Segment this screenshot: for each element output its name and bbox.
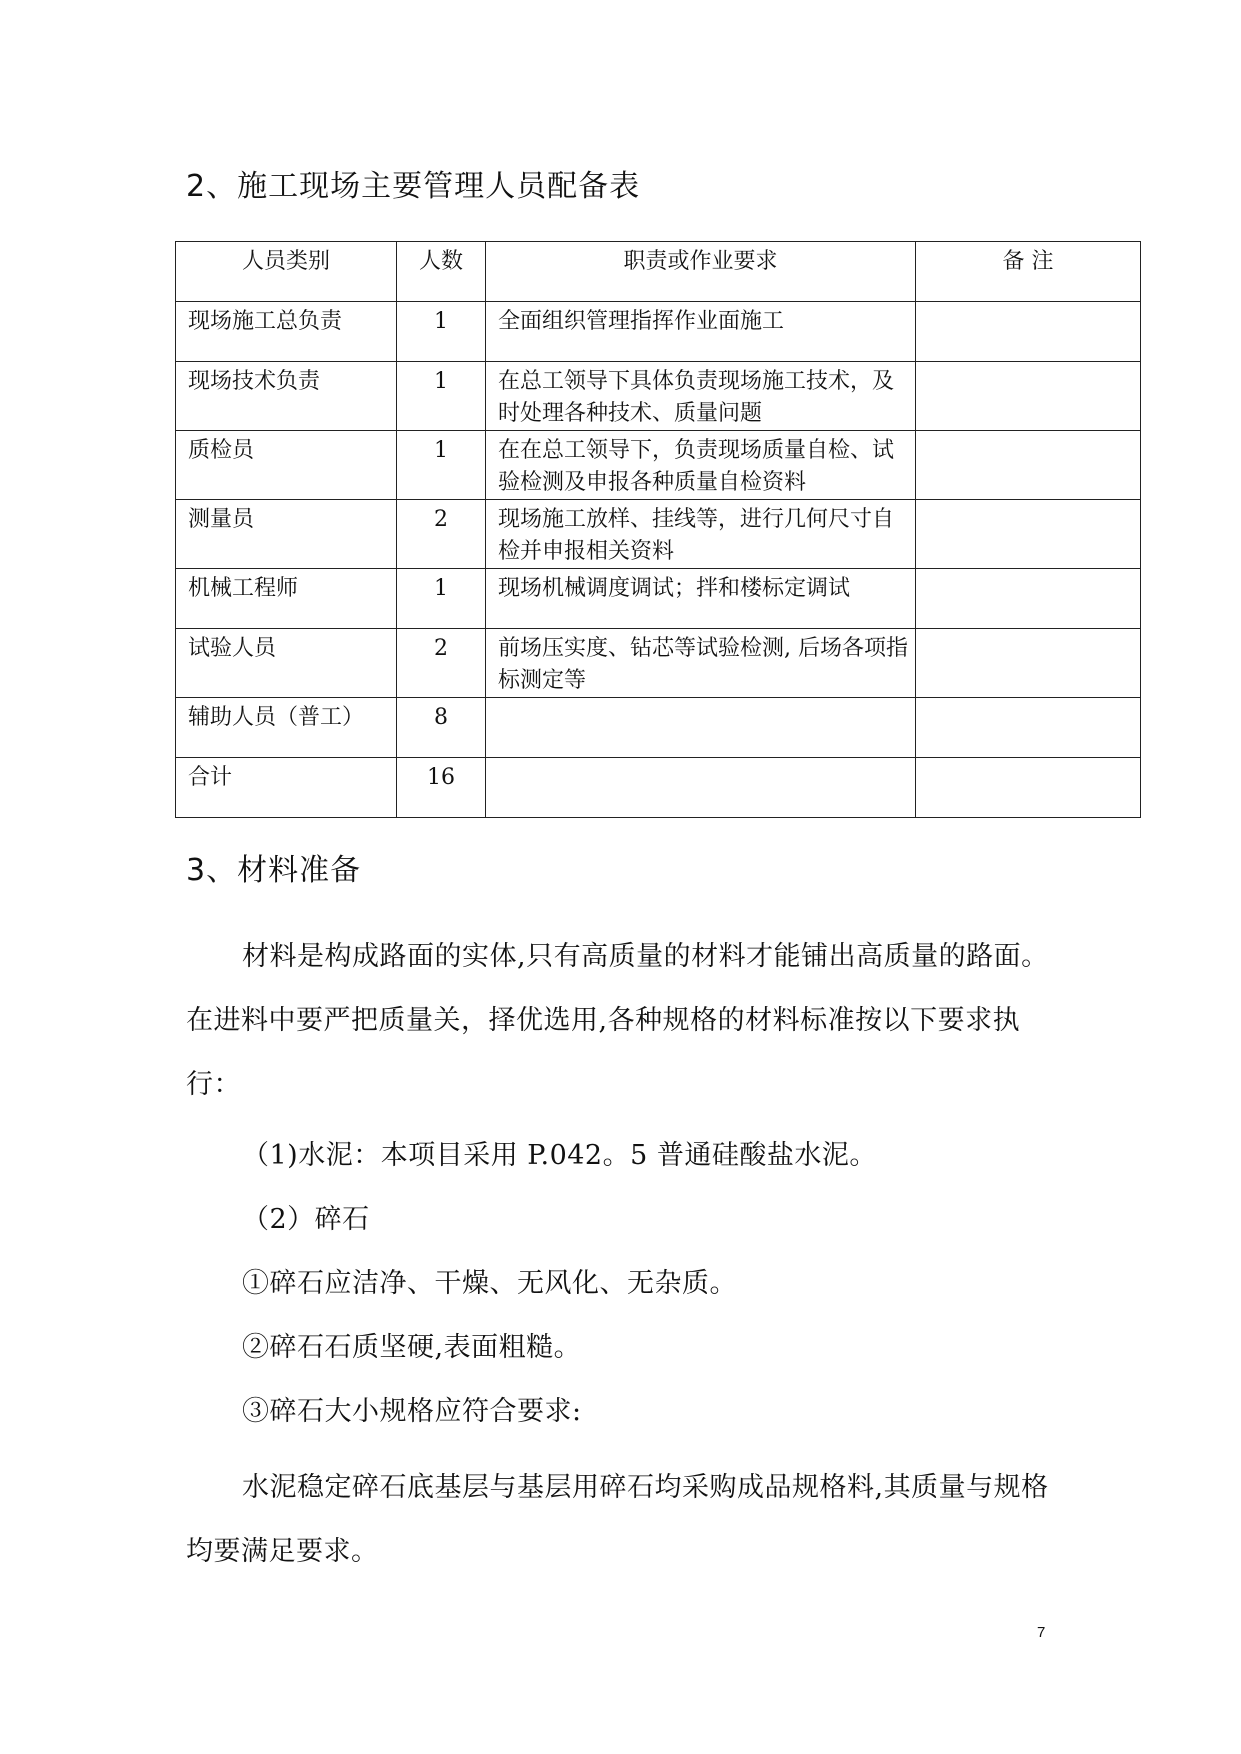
table-row — [176, 629, 1141, 698]
cell-remark — [916, 302, 1141, 362]
header-duty: 职责或作业要求 — [486, 242, 916, 302]
table-row — [176, 698, 1141, 758]
cell-category: 辅助人员（普工） — [176, 698, 397, 758]
cell-remark — [916, 698, 1141, 758]
cell-count: 1 — [397, 569, 486, 629]
cell-remark — [916, 758, 1141, 818]
cell-remark — [916, 500, 1141, 569]
cell-remark — [916, 431, 1141, 500]
table-row — [176, 431, 1141, 500]
gravel-requirement-2: ②碎石石质坚硬,表面粗糙。 — [242, 1332, 582, 1363]
cell-count: 16 — [397, 758, 486, 818]
cell-count: 2 — [397, 629, 486, 698]
cell-duty: 在在总工领导下，负责现场质量自检、试验检测及申报各种质量自检资料 — [486, 431, 916, 500]
gravel-item: （2）碎石 — [242, 1204, 370, 1235]
gravel-requirement-3: ③碎石大小规格应符合要求: — [242, 1396, 582, 1427]
cell-count: 1 — [397, 362, 486, 431]
gravel-requirement-1: ①碎石应洁净、干燥、无风化、无杂质。 — [242, 1268, 737, 1299]
table-row — [176, 500, 1141, 569]
cell-category: 测量员 — [176, 500, 397, 569]
cell-category: 质检员 — [176, 431, 397, 500]
section-3-heading: 3、材料准备 — [186, 853, 362, 888]
cell-count: 1 — [397, 302, 486, 362]
cell-count: 2 — [397, 500, 486, 569]
materials-intro-paragraph: 材料是构成路面的实体,只有高质量的材料才能铺出高质量的路面。在进料中要严把质量关，择优选用,各种规格的材料标准按以下要求执行： — [186, 941, 1049, 1100]
header-count: 人数 — [397, 242, 486, 302]
table-row — [176, 362, 1141, 431]
header-remark: 备 注 — [916, 242, 1141, 302]
page-number: 7 — [1037, 1624, 1046, 1641]
staff-table — [175, 241, 1141, 818]
cell-category: 机械工程师 — [176, 569, 397, 629]
cell-remark — [916, 569, 1141, 629]
cell-duty — [486, 698, 916, 758]
cement-item: （1)水泥：本项目采用 P.042。5 普通硅酸盐水泥。 — [242, 1140, 877, 1171]
closing-paragraph: 水泥稳定碎石底基层与基层用碎石均采购成品规格料,其质量与规格均要满足要求。 — [186, 1472, 1049, 1567]
header-category: 人员类别 — [176, 242, 397, 302]
cell-remark — [916, 362, 1141, 431]
cell-duty — [486, 758, 916, 818]
cell-remark — [916, 629, 1141, 698]
cell-category: 合计 — [176, 758, 397, 818]
cell-count: 1 — [397, 431, 486, 500]
cell-category: 试验人员 — [176, 629, 397, 698]
cell-duty: 前场压实度、钻芯等试验检测, 后场各项指标测定等 — [486, 629, 916, 698]
section-2-heading: 2、施工现场主要管理人员配备表 — [186, 169, 641, 204]
cell-category: 现场技术负责 — [176, 362, 397, 431]
cell-count: 8 — [397, 698, 486, 758]
table-header-row — [176, 242, 1141, 302]
cell-duty: 现场机械调度调试；拌和楼标定调试 — [486, 569, 916, 629]
table-row — [176, 569, 1141, 629]
cell-duty: 现场施工放样、挂线等，进行几何尺寸自检并申报相关资料 — [486, 500, 916, 569]
table-row — [176, 758, 1141, 818]
table-row — [176, 302, 1141, 362]
cell-duty: 在总工领导下具体负责现场施工技术，及时处理各种技术、质量问题 — [486, 362, 916, 431]
cell-duty: 全面组织管理指挥作业面施工 — [486, 302, 916, 362]
cell-category: 现场施工总负责 — [176, 302, 397, 362]
